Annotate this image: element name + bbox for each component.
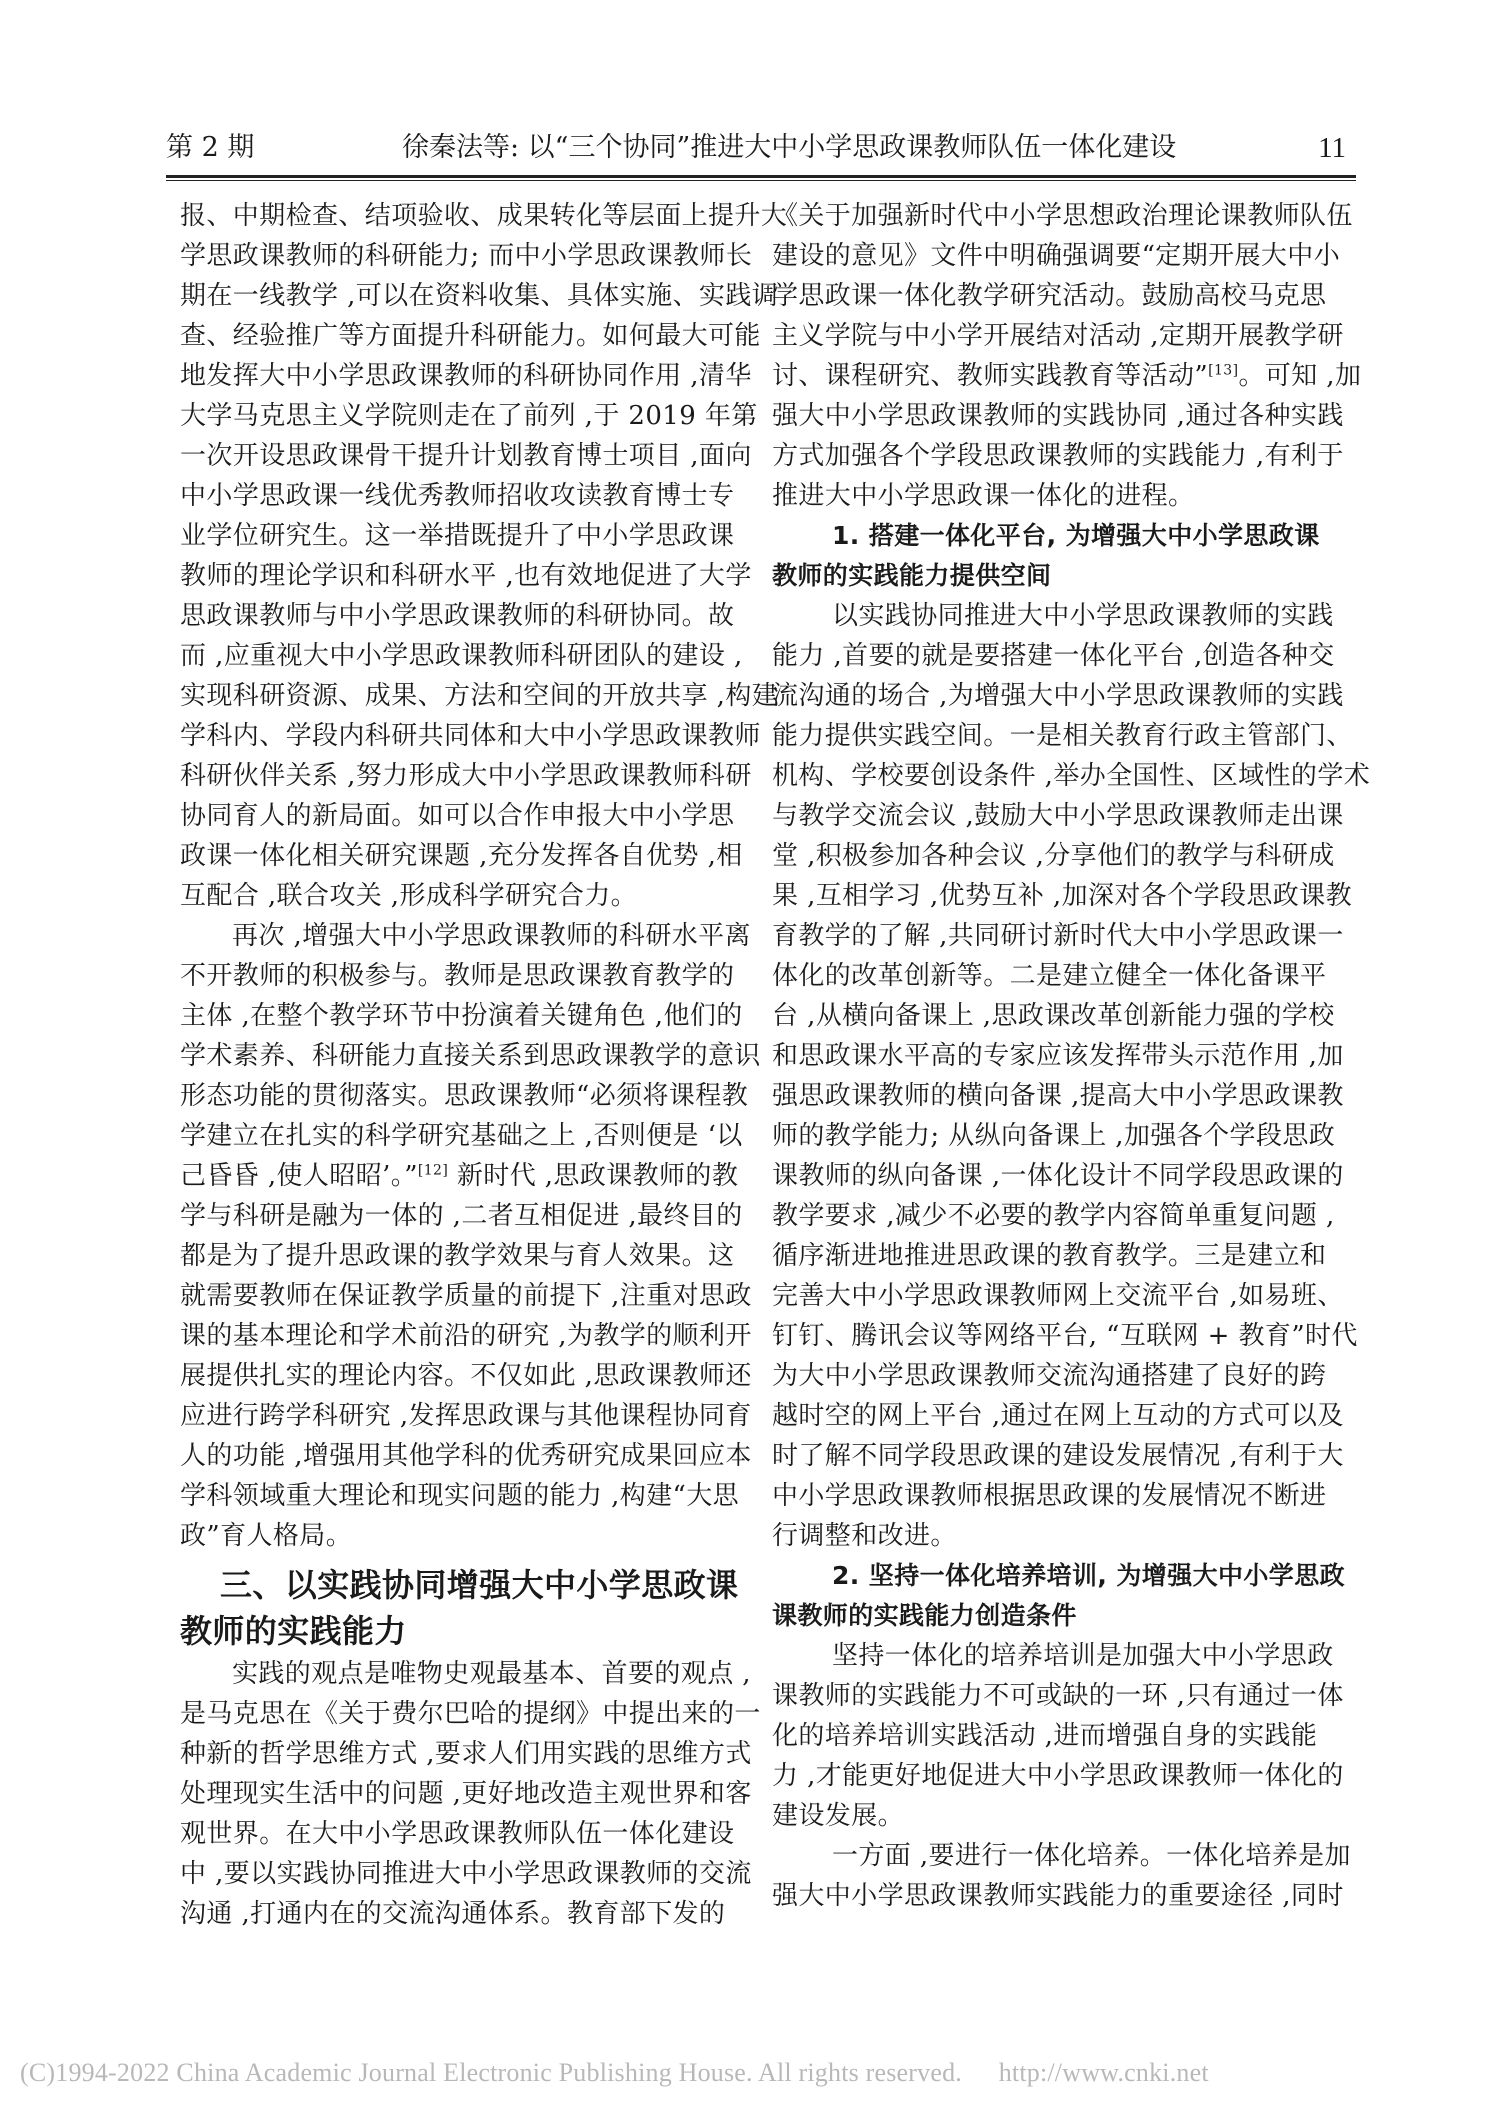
text-line: 《关于加强新时代中小学思想政治理论课教师队伍 [772,201,1353,231]
text-line: 强大中小学思政课教师实践能力的重要途径 ,同时 [772,1881,1344,1911]
text-line: 学与科研是融为一体的 ,二者互相促进 ,最终目的 [180,1201,743,1231]
text-line: 课教师的实践能力不可或缺的一环 ,只有通过一体 [772,1681,1344,1711]
subsection-heading: 2. 坚持一体化培养培训, 为增强大中小学思政 [832,1561,1345,1590]
section-heading: 三、以实践协同增强大中小学思政课 [220,1566,739,1604]
text-line: 政课一体化相关研究课题 ,充分发挥各自优势 ,相 [180,841,743,871]
text-line: 建设发展。 [772,1801,905,1831]
text-line: 是马克思在《关于费尔巴哈的提纲》中提出来的一 [180,1699,761,1729]
text-line: 师的教学能力; 从纵向备课上 ,加强各个学段思政 [772,1121,1336,1151]
text-line: 教师的理论学识和科研水平 ,也有效地促进了大学 [180,561,752,591]
text-line: 化的培养培训实践活动 ,进而增强自身的实践能 [772,1721,1318,1751]
running-header [166,128,1346,176]
copyright-text: (C)1994-2022 China Academic Journal Electronic Publishing House. All rights reserved. [20,2058,962,2087]
text-line: 思政课教师与中小学思政课教师的科研协同。故 [180,601,735,631]
text-line: 地发挥大中小学思政课教师的科研协同作用 ,清华 [180,361,752,391]
text-line: 堂 ,积极参加各种会议 ,分享他们的教学与科研成 [772,841,1335,871]
text-line: 和思政课水平高的专家应该发挥带头示范作用 ,加 [772,1041,1344,1071]
copyright-footer [20,2058,1209,2088]
text-line: 一次开设思政课骨干提升计划教育博士项目 ,面向 [180,441,752,471]
text-line: 强思政课教师的横向备课 ,提高大中小学思政课教 [772,1081,1344,1111]
text-line-with-citation [180,1156,746,1196]
text-line: 推进大中小学思政课一体化的进程。 [772,481,1195,511]
text-line: 人的功能 ,增强用其他学科的优秀研究成果回应本 [180,1441,752,1471]
text-line: 业学位研究生。这一举措既提升了中小学思政课 [180,521,735,551]
text-line: 学建立在扎实的科学研究基础之上 ,否则便是 ‘以 [180,1121,743,1151]
text-line: 越时空的网上平台 ,通过在网上互动的方式可以及 [772,1401,1344,1431]
text-line: 查、经验推广等方面提升科研能力。如何最大可能 [180,321,761,351]
paragraph-start: 一方面 ,要进行一体化培养。一体化培养是加 [832,1841,1351,1871]
text-line: 政”育人格局。 [180,1521,353,1551]
text-line: 期在一线教学 ,可以在资料收集、具体实施、实践调 [180,281,779,311]
text-segment: 讨、课程研究、教师实践教育等活动” [772,361,1209,391]
text-line: 学术素养、科研能力直接关系到思政课教学的意识 [180,1041,761,1071]
text-line: 实现科研资源、成果、方法和空间的开放共享 ,构建 [180,681,779,711]
text-line: 为大中小学思政课教师交流沟通搭建了良好的跨 [772,1361,1327,1391]
text-line: 能力提供实践空间。一是相关教育行政主管部门、 [772,721,1353,751]
text-line: 中小学思政课一线优秀教师招收攻读教育博士专 [180,481,735,511]
text-line-with-citation [772,356,1362,396]
running-title: 徐秦法等: 以“三个协同”推进大中小学思政课教师队伍一体化建设 [402,132,1177,163]
text-line: 时了解不同学段思政课的建设发展情况 ,有利于大 [772,1441,1344,1471]
text-line: 中 ,要以实践协同推进大中小学思政课教师的交流 [180,1859,752,1889]
text-line: 中小学思政课教师根据思政课的发展情况不断进 [772,1481,1327,1511]
citation-ref: [13] [1208,362,1239,379]
text-line: 钉钉、腾讯会议等网络平台, “互联网 + 教育”时代 [772,1321,1358,1351]
text-line: 观世界。在大中小学思政课教师队伍一体化建设 [180,1819,735,1849]
text-line: 报、中期检查、结项验收、成果转化等层面上提升大 [180,201,788,231]
text-segment: 己昏昏 ,使人昭昭’。” [180,1161,418,1191]
right-column [772,196,1371,1916]
text-line: 科研伙伴关系 ,努力形成大中小学思政课教师科研 [180,761,752,791]
paragraph-start: 坚持一体化的培养培训是加强大中小学思政 [832,1641,1334,1671]
text-line: 主体 ,在整个教学环节中扮演着关键角色 ,他们的 [180,1001,743,1031]
text-line: 不开教师的积极参与。教师是思政课教育教学的 [180,961,735,991]
text-line: 学科领域重大理论和现实问题的能力 ,构建“大思 [180,1481,740,1511]
text-line: 形态功能的贯彻落实。思政课教师“必须将课程教 [180,1081,749,1111]
text-line: 主义学院与中小学开展结对活动 ,定期开展教学研 [772,321,1344,351]
text-line: 而 ,应重视大中小学思政课教师科研团队的建设 , [180,641,743,671]
text-line: 建设的意见》文件中明确强调要“定期开展大中小 [772,241,1341,271]
text-line: 流沟通的场合 ,为增强大中小学思政课教师的实践 [772,681,1344,711]
text-line: 协同育人的新局面。如可以合作申报大中小学思 [180,801,735,831]
text-line: 与教学交流会议 ,鼓励大中小学思政课教师走出课 [772,801,1344,831]
text-line: 方式加强各个学段思政课教师的实践能力 ,有利于 [772,441,1344,471]
text-line: 台 ,从横向备课上 ,思政课改革创新能力强的学校 [772,1001,1335,1031]
text-line: 互配合 ,联合攻关 ,形成科学研究合力。 [180,881,638,911]
text-line: 循序渐进地推进思政课的教育教学。三是建立和 [772,1241,1327,1271]
text-line: 果 ,互相学习 ,优势互补 ,加深对各个学段思政课教 [772,881,1352,911]
footer-url: http://www.cnki.net [998,2058,1209,2087]
issue-number: 第 2 期 [166,132,255,163]
text-line: 能力 ,首要的就是要搭建一体化平台 ,创造各种交 [772,641,1335,671]
text-line: 沟通 ,打通内在的交流沟通体系。教育部下发的 [180,1899,726,1929]
text-segment: 。可知 ,加 [1238,361,1362,391]
subsection-heading: 教师的实践能力提供空间 [772,561,1052,590]
subsection-heading: 1. 搭建一体化平台, 为增强大中小学思政课 [832,521,1320,550]
text-line: 都是为了提升思政课的教学效果与育人效果。这 [180,1241,735,1271]
text-line: 就需要教师在保证教学质量的前提下 ,注重对思政 [180,1281,752,1311]
text-line: 教学要求 ,减少不必要的教学内容简单重复问题 , [772,1201,1335,1231]
text-line: 力 ,才能更好地促进大中小学思政课教师一体化的 [772,1761,1344,1791]
page-number: 11 [1318,132,1346,164]
text-line: 学思政课一体化教学研究活动。鼓励高校马克思 [772,281,1327,311]
paragraph-start: 以实践协同推进大中小学思政课教师的实践 [832,601,1334,631]
text-line: 应进行跨学科研究 ,发挥思政课与其他课程协同育 [180,1401,752,1431]
text-line: 完善大中小学思政课教师网上交流平台 ,如易班、 [772,1281,1344,1311]
text-line: 体化的改革创新等。二是建立健全一体化备课平 [772,961,1327,991]
text-line: 展提供扎实的理论内容。不仅如此 ,思政课教师还 [180,1361,752,1391]
text-line: 课的基本理论和学术前沿的研究 ,为教学的顺利开 [180,1321,752,1351]
text-line: 行调整和改进。 [772,1521,957,1551]
paragraph-start: 实践的观点是唯物史观最基本、首要的观点 , [232,1659,751,1689]
citation-ref: [12] [417,1162,449,1179]
text-line: 学科内、学段内科研共同体和大中小学思政课教师 [180,721,761,751]
text-line: 学思政课教师的科研能力; 而中小学思政课教师长 [180,241,753,271]
text-segment: 新时代 ,思政课教师的教 [448,1161,739,1191]
text-line: 机构、学校要创设条件 ,举办全国性、区域性的学术 [772,761,1371,791]
paragraph-start: 再次 ,增强大中小学思政课教师的科研水平离 [232,921,751,951]
text-line: 种新的哲学思维方式 ,要求人们用实践的思维方式 [180,1739,752,1769]
text-line: 大学马克思主义学院则走在了前列 ,于 2019 年第 [180,401,758,431]
section-heading: 教师的实践能力 [180,1612,407,1650]
left-column [180,196,788,1934]
subsection-heading: 课教师的实践能力创造条件 [772,1601,1077,1630]
text-line: 育教学的了解 ,共同研讨新时代大中小学思政课一 [772,921,1344,951]
header-rule [166,175,1356,181]
text-line: 课教师的纵向备课 ,一体化设计不同学段思政课的 [772,1161,1344,1191]
text-line: 强大中小学思政课教师的实践协同 ,通过各种实践 [772,401,1344,431]
text-line: 处理现实生活中的问题 ,更好地改造主观世界和客 [180,1779,752,1809]
